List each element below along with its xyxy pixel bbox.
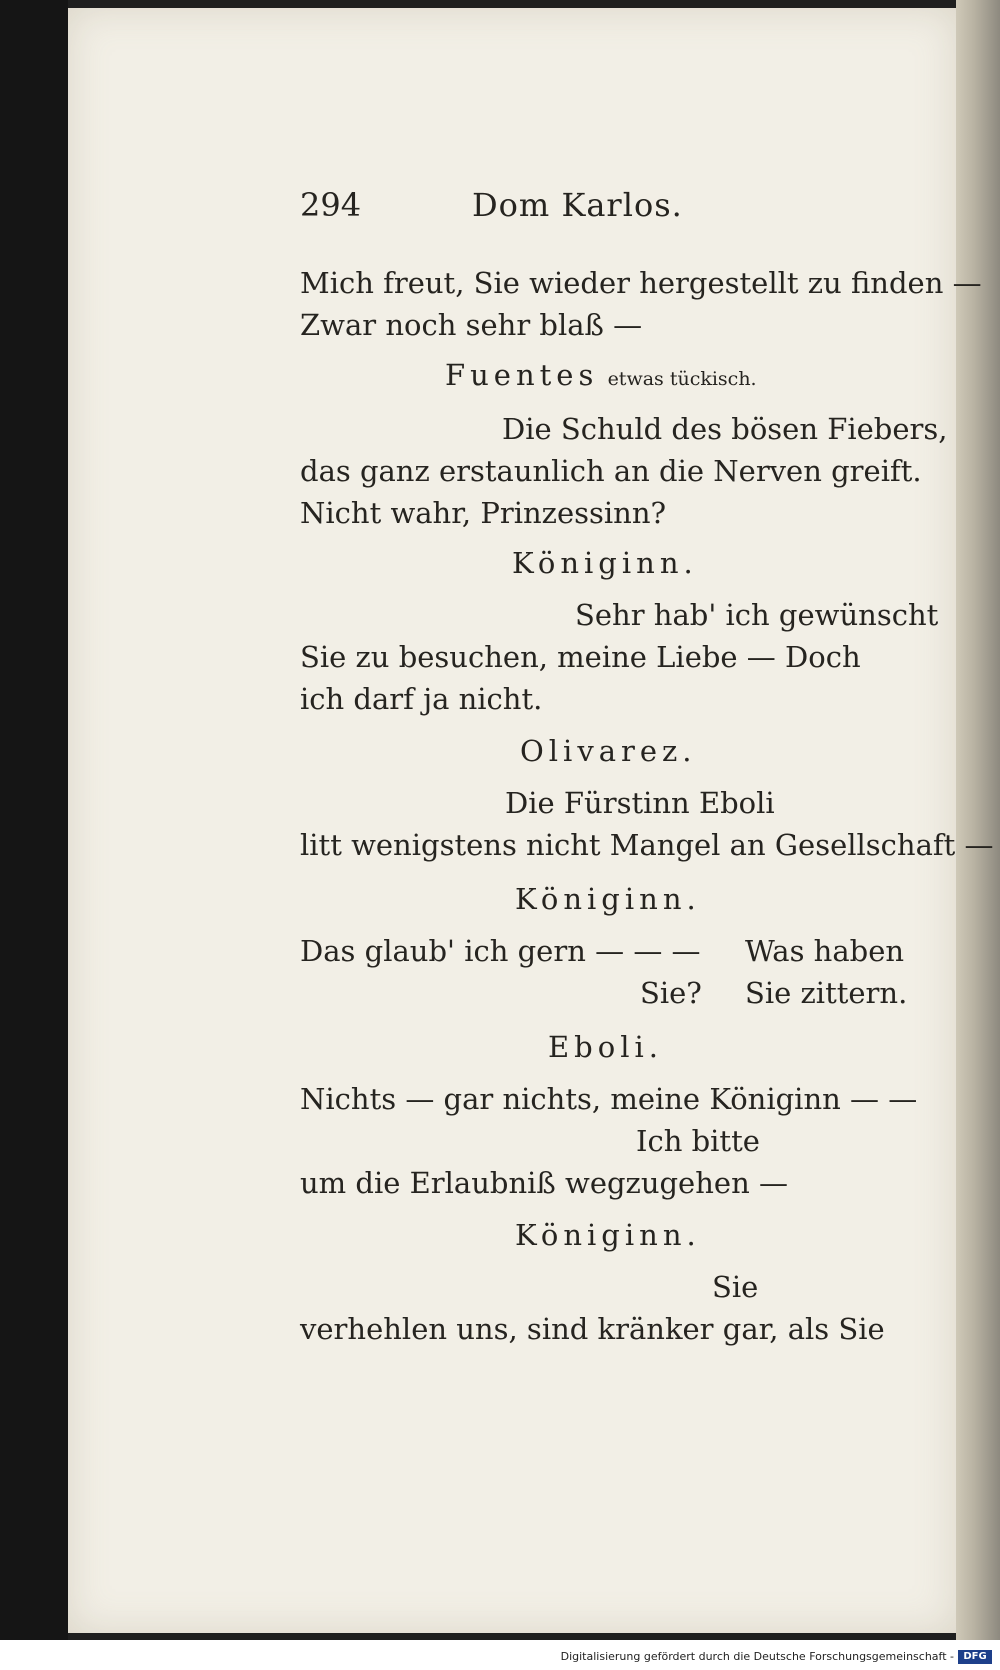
text-line: Was haben [745,934,905,968]
text-line: Die Fürstinn Eboli [505,786,775,820]
dfg-logo: DFG [958,1650,992,1664]
book-page [68,8,956,1633]
text-line: Sie zu besuchen, meine Liebe — Doch [300,640,861,674]
text-line: Sie zittern. [745,976,908,1010]
scan-left-border [0,0,68,1640]
text-line: Nichts — gar nichts, meine Königinn — — [300,1082,918,1116]
text-line: Das glaub' ich gern — — — [300,934,701,968]
text-line: Die Schuld des bösen Fiebers, [502,412,948,446]
text-line: das ganz erstaunlich an die Nerven greift. [300,454,922,488]
stage-direction: etwas tückisch. [607,368,757,390]
text-line: Sie [712,1270,759,1304]
speaker-eboli: Eboli. [548,1030,663,1064]
page-number: 294 [300,186,362,224]
speaker-koniginn: Königinn. [515,882,701,916]
text-line: verhehlen uns, sind kränker gar, als Sie [300,1312,885,1346]
page-edge [956,0,1000,1640]
digitization-credit: Digitalisierung gefördert durch die Deutsche Forschungsgemeinschaft - [560,1650,954,1663]
text-line: Sehr hab' ich gewünscht [575,598,939,632]
text-line: um die Erlaubniß wegzugehen — [300,1166,788,1200]
text-line: Mich freut, Sie wieder hergestellt zu finden — [300,266,982,300]
speaker-koniginn: Königinn. [512,546,698,580]
text-line: Zwar noch sehr blaß — [300,308,643,342]
speaker-name: Fuentes [445,358,599,392]
speaker-olivarez: Olivarez. [520,734,697,768]
text-line: ich darf ja nicht. [300,682,543,716]
text-line: Sie? [640,976,702,1010]
speaker-fuentes [445,358,757,392]
text-line: Ich bitte [636,1124,760,1158]
text-line: Nicht wahr, Prinzessinn? [300,496,667,530]
running-title: Dom Karlos. [472,186,683,224]
text-line: litt wenigstens nicht Mangel an Gesellschaft — [300,828,994,862]
speaker-koniginn: Königinn. [515,1218,701,1252]
